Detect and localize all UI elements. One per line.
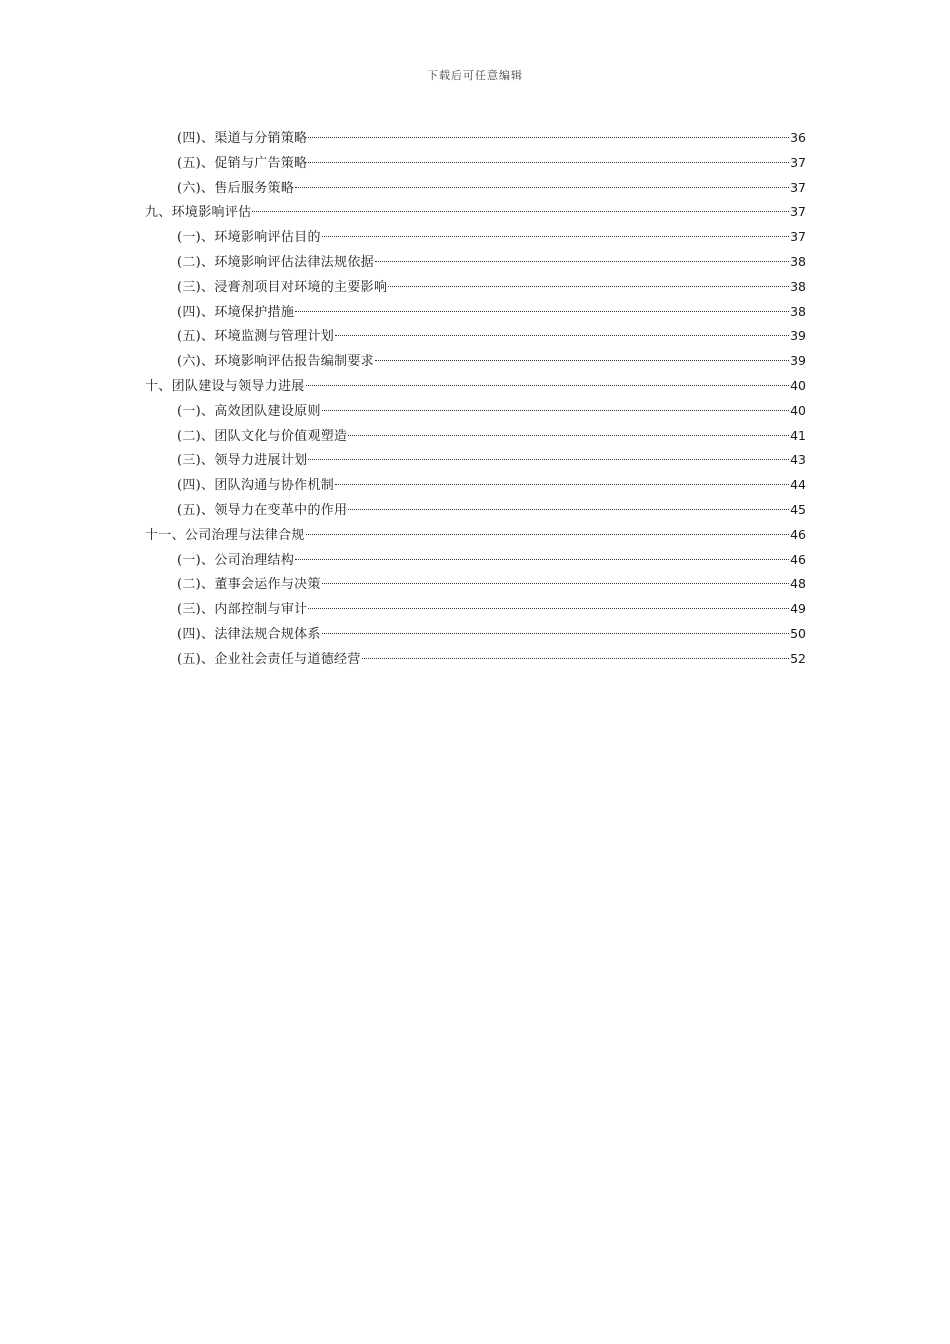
toc-dot-leader xyxy=(362,658,789,659)
toc-entry-page: 37 xyxy=(790,204,806,220)
toc-entry-title: (五)、企业社会责任与道德经营 xyxy=(177,651,361,667)
toc-dot-leader xyxy=(322,633,789,634)
toc-dot-leader xyxy=(308,608,789,609)
toc-entry-title: (一)、环境影响评估目的 xyxy=(177,230,321,246)
toc-entry-title: (三)、领导力进展计划 xyxy=(177,453,308,469)
toc-entry-title: (六)、环境影响评估报告编制要求 xyxy=(177,354,374,370)
toc-dot-leader xyxy=(375,360,789,361)
toc-dot-leader xyxy=(295,187,789,188)
toc-entry[interactable] xyxy=(145,399,806,424)
toc-entry[interactable] xyxy=(145,448,806,473)
toc-entry-page: 36 xyxy=(790,130,806,145)
toc-dot-leader xyxy=(306,534,789,535)
toc-entry-title: (五)、领导力在变革中的作用 xyxy=(177,502,348,518)
toc-entry-title: (一)、高效团队建设原则 xyxy=(177,403,321,419)
page-header: 下载后可任意编辑 xyxy=(427,69,523,82)
toc-entry[interactable] xyxy=(145,473,806,498)
toc-entry[interactable] xyxy=(145,424,806,449)
toc-entry-page: 49 xyxy=(790,601,806,617)
toc-entry-page: 41 xyxy=(790,427,806,443)
toc-entry-title: 十、团队建设与领导力进展 xyxy=(145,378,305,394)
toc-entry-page: 45 xyxy=(790,501,806,517)
toc-entry-title: (二)、环境影响评估法律法规依据 xyxy=(177,254,374,270)
toc-entry[interactable] xyxy=(145,349,806,374)
toc-dot-leader xyxy=(308,137,789,138)
toc-entry-page: 48 xyxy=(790,576,806,592)
toc-dot-leader xyxy=(348,509,789,510)
toc-dot-leader xyxy=(348,435,789,436)
toc-chapter-entry[interactable] xyxy=(145,200,806,225)
toc-entry-title: (五)、促销与广告策略 xyxy=(177,155,308,171)
toc-entry-title: (四)、团队沟通与协作机制 xyxy=(177,478,335,494)
toc-entry-title: (一)、公司治理结构 xyxy=(177,552,295,568)
toc-entry[interactable] xyxy=(145,250,806,275)
toc-entry-page: 37 xyxy=(790,229,806,245)
toc-entry[interactable] xyxy=(145,225,806,250)
toc-dot-leader xyxy=(322,583,789,584)
toc-dot-leader xyxy=(306,385,789,386)
toc-chapter-entry[interactable] xyxy=(145,523,806,548)
toc-entry-page: 38 xyxy=(790,303,806,319)
toc-entry-page: 50 xyxy=(790,625,806,641)
toc-entry[interactable] xyxy=(145,324,806,349)
toc-entry-title: (五)、环境监测与管理计划 xyxy=(177,329,335,345)
table-of-contents xyxy=(145,126,806,672)
toc-entry-page: 40 xyxy=(790,377,806,393)
toc-dot-leader xyxy=(335,484,789,485)
toc-dot-leader xyxy=(295,311,789,312)
toc-entry[interactable] xyxy=(145,647,806,672)
toc-entry-page: 43 xyxy=(790,452,806,468)
toc-entry-page: 46 xyxy=(790,551,806,567)
toc-dot-leader xyxy=(252,211,789,212)
toc-entry-page: 40 xyxy=(790,402,806,418)
toc-entry-title: (四)、环境保护措施 xyxy=(177,304,295,320)
toc-entry-title: 十一、公司治理与法律合规 xyxy=(145,527,305,543)
toc-entry-page: 38 xyxy=(790,253,806,269)
toc-entry-page: 39 xyxy=(790,353,806,369)
toc-entry[interactable] xyxy=(145,572,806,597)
toc-entry-page: 37 xyxy=(790,179,806,195)
toc-entry[interactable] xyxy=(145,548,806,573)
toc-entry-title: (三)、内部控制与审计 xyxy=(177,602,308,618)
toc-entry[interactable] xyxy=(145,176,806,201)
toc-dot-leader xyxy=(388,286,789,287)
toc-entry-page: 44 xyxy=(790,477,806,493)
toc-entry[interactable] xyxy=(145,597,806,622)
toc-chapter-entry[interactable] xyxy=(145,374,806,399)
toc-entry-title: (四)、法律法规合规体系 xyxy=(177,626,321,642)
toc-dot-leader xyxy=(322,236,789,237)
toc-dot-leader xyxy=(308,162,789,163)
toc-entry-page: 37 xyxy=(790,154,806,170)
toc-entry-title: (三)、浸膏剂项目对环境的主要影响 xyxy=(177,279,388,295)
toc-dot-leader xyxy=(322,410,789,411)
toc-entry-title: (六)、售后服务策略 xyxy=(177,180,295,196)
toc-entry[interactable] xyxy=(145,622,806,647)
toc-entry-page: 38 xyxy=(790,278,806,294)
toc-entry[interactable] xyxy=(145,126,806,151)
toc-dot-leader xyxy=(295,559,789,560)
toc-entry-page: 52 xyxy=(790,650,806,666)
toc-entry-title: (四)、渠道与分销策略 xyxy=(177,131,308,146)
toc-entry[interactable] xyxy=(145,498,806,523)
toc-entry[interactable] xyxy=(145,151,806,176)
toc-entry-page: 39 xyxy=(790,328,806,344)
toc-dot-leader xyxy=(335,335,789,336)
toc-entry[interactable] xyxy=(145,275,806,300)
toc-dot-leader xyxy=(375,261,789,262)
toc-entry-title: (二)、董事会运作与决策 xyxy=(177,577,321,593)
toc-dot-leader xyxy=(308,459,789,460)
toc-entry-title: 九、环境影响评估 xyxy=(145,205,252,221)
toc-entry-page: 46 xyxy=(790,526,806,542)
toc-entry-title: (二)、团队文化与价值观塑造 xyxy=(177,428,348,444)
toc-entry[interactable] xyxy=(145,300,806,325)
